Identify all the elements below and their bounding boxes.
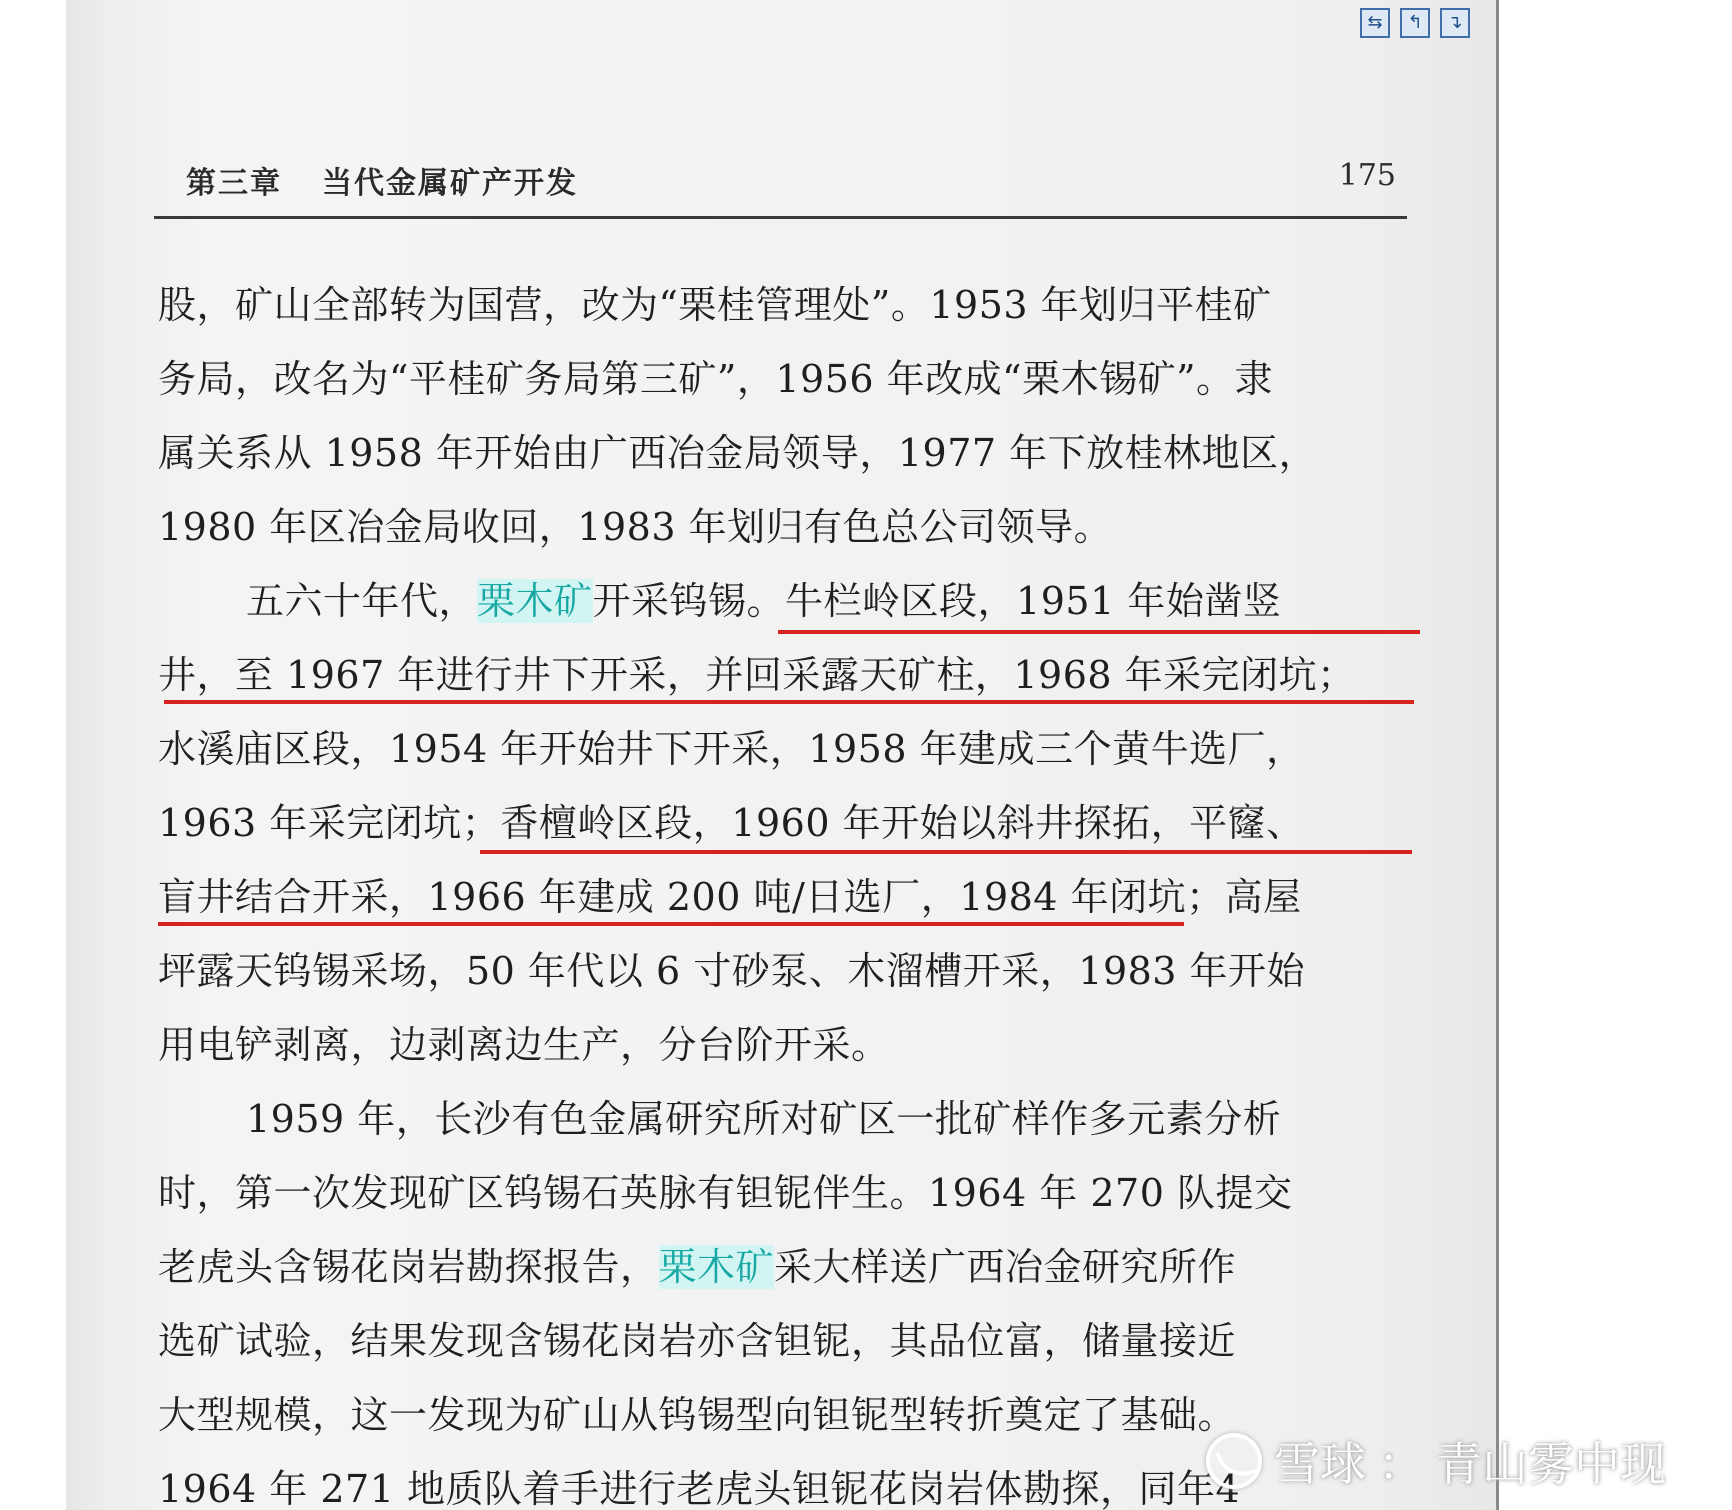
text-line	[158, 860, 1420, 934]
text-line: 1959 年，长沙有色金属研究所对矿区一批矿样作多元素分析	[246, 1097, 1282, 1141]
previous-page-icon[interactable]: ↰	[1400, 8, 1430, 38]
text-segment: 盲井结合开采，1966 年建成 200 吨/日选厂，1984 年闭坑；高屋	[158, 875, 1302, 919]
text-line: 1964 年 271 地质队着手进行老虎头钽铌花岗岩体勘探，同年4	[158, 1467, 1241, 1510]
red-underline	[158, 922, 1184, 926]
red-underline	[164, 700, 1414, 704]
text-segment: 1963 年采完闭坑；香檀岭区段，1960 年开始以斜井探拓，平窿、	[158, 801, 1305, 845]
highlighted-term[interactable]: 栗木矿	[658, 1245, 775, 1289]
xueqiu-watermark	[1206, 1428, 1666, 1494]
page-toolbar	[1360, 8, 1470, 38]
text-line	[158, 564, 1420, 638]
text-line	[158, 786, 1420, 860]
red-underline	[480, 850, 1412, 854]
xueqiu-logo-icon	[1206, 1433, 1262, 1489]
text-segment: 开采钨锡。牛栏岭区段，1951 年始凿竖	[592, 579, 1282, 623]
watermark-author: 青山雾中现	[1436, 1437, 1666, 1491]
red-underline	[778, 630, 1420, 634]
refresh-icon[interactable]: ⇆	[1360, 8, 1390, 38]
body-text	[158, 268, 1420, 1510]
text-line	[158, 638, 1420, 712]
page-number: 175	[1338, 158, 1396, 193]
scanned-page	[66, 0, 1499, 1510]
text-line: 属关系从 1958 年开始由广西冶金局领导，1977 年下放桂林地区，	[158, 431, 1318, 475]
text-line: 选矿试验，结果发现含锡花岗岩亦含钽铌，其品位富，储量接近	[158, 1319, 1237, 1363]
text-segment: 五六十年代，	[246, 579, 478, 623]
watermark-separator: ：	[1378, 1437, 1424, 1491]
chapter-title: 当代金属矿产开发	[322, 166, 578, 201]
text-line: 1980 年区冶金局收回，1983 年划归有色总公司领导。	[158, 505, 1113, 549]
text-line: 坪露天钨锡采场，50 年代以 6 寸砂泵、木溜槽开采，1983 年开始	[158, 949, 1306, 993]
text-line: 用电铲剥离，边剥离边生产，分台阶开采。	[158, 1023, 890, 1067]
text-line: 大型规模，这一发现为矿山从钨锡型向钽铌型转折奠定了基础。	[158, 1393, 1237, 1437]
highlighted-term[interactable]: 栗木矿	[477, 579, 593, 623]
running-header	[186, 158, 1426, 201]
chapter-number: 第三章	[186, 166, 282, 201]
next-page-icon[interactable]: ↴	[1440, 8, 1470, 38]
text-segment: 井，至 1967 年进行井下开采，并回采露天矿柱，1968 年采完闭坑；	[158, 653, 1356, 697]
text-line	[158, 1230, 1420, 1304]
header-rule	[154, 216, 1407, 219]
text-line: 务局，改名为“平桂矿务局第三矿”，1956 年改成“栗木锡矿”。隶	[158, 357, 1273, 401]
text-segment: 采大样送广西冶金研究所作	[774, 1245, 1237, 1289]
text-line: 股，矿山全部转为国营，改为“栗桂管理处”。1953 年划归平桂矿	[158, 283, 1272, 327]
watermark-brand: 雪球	[1274, 1437, 1366, 1491]
text-line: 时，第一次发现矿区钨锡石英脉有钽铌伴生。1964 年 270 队提交	[158, 1171, 1293, 1215]
text-segment: 老虎头含锡花岗岩勘探报告，	[158, 1245, 659, 1289]
text-line: 水溪庙区段，1954 年开始井下开采，1958 年建成三个黄牛选厂，	[158, 727, 1305, 771]
